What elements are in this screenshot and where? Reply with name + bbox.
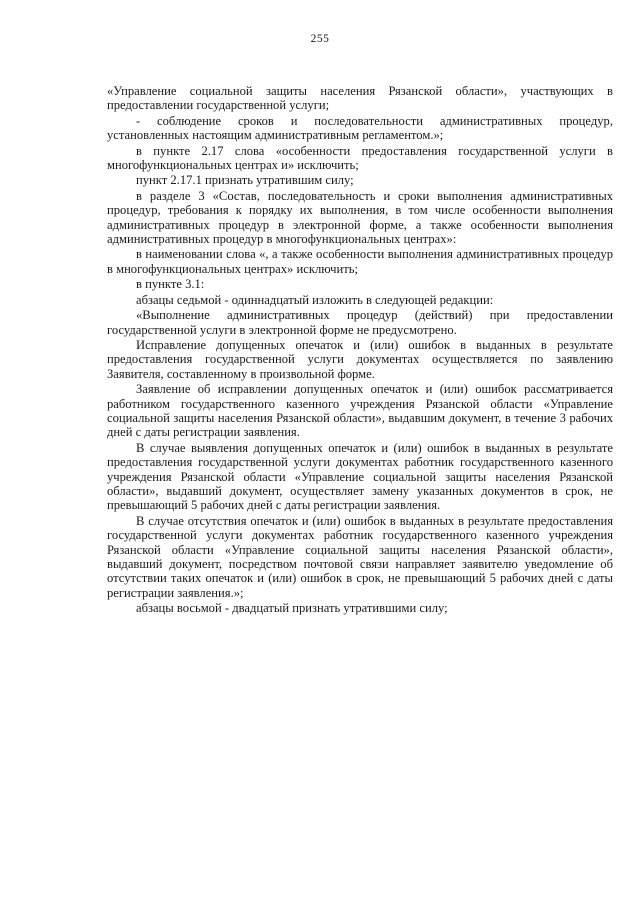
paragraph: абзацы восьмой - двадцатый признать утратившими силу; [136,601,448,616]
paragraph: В случае отсутствия опечаток и (или) ошибок в выданных в результате предоставления государственной услуги документах работник государственного казенного учреждения Рязанской области «Управление социальной защиты населения Рязанской области», выдавший документ, посредством почтовой связи направляет заявителю уведомление об отсутствии таких опечаток и (или) ошибок в срок, не превышающий 5 рабочих дней с даты регистрации заявления.»; [107,513,613,600]
paragraph: абзацы седьмой - одиннадцатый изложить в следующей редакции: [136,292,494,307]
paragraph: В случае выявления допущенных опечаток и (или) ошибок в выданных в результате предоставления государственной услуги документах работник государственного казенного учреждения Рязанской области «Управление социальной защиты населения Рязанской области», выдавший документ, осуществляет замену указанных документов в срок, не превышающий 5 рабочих дней с даты регистрации заявления. [107,440,613,513]
page-number: 255 [310,33,330,45]
paragraph: в пункте 3.1: [136,277,205,292]
document-body [107,84,613,617]
paragraph: - соблюдение сроков и последовательности административных процедур, установленных настоящим административным регламентом.»; [107,113,613,143]
paragraph: в разделе 3 «Состав, последовательность и сроки выполнения административных процедур, требования к порядку их выполнения, в том числе особенности выполнения административных процедур в электронной форме, а также особенности выполнения административных процедур в многофункциональных центрах»: [107,188,613,247]
paragraph: в пункте 2.17 слова «особенности предоставления государственной услуги в многофункциональных центрах и» исключить; [107,143,613,173]
paragraph: Исправление допущенных опечаток и (или) ошибок в выданных в результате предоставления государственной услуги документах осуществляется по заявлению Заявителя, составленному в произвольной форме. [107,337,613,381]
paragraph: пункт 2.17.1 признать утратившим силу; [136,173,354,188]
paragraph: Заявление об исправлении допущенных опечаток и (или) ошибок рассматривается работником государственного казенного учреждения Рязанской области «Управление социальной защиты населения Рязанской области», выдавшим документ, в течение 3 рабочих дней с даты регистрации заявления. [107,382,613,440]
paragraph: в наименовании слова «, а также особенности выполнения административных процедур в многофункциональных центрах» исключить; [107,247,613,276]
paragraph: «Выполнение административных процедур (действий) при предоставлении государственной услуги в электронной форме не предусмотрено. [107,308,613,337]
paragraph: «Управление социальной защиты населения Рязанской области», участвующих в предоставлении государственной услуги; [107,84,613,113]
